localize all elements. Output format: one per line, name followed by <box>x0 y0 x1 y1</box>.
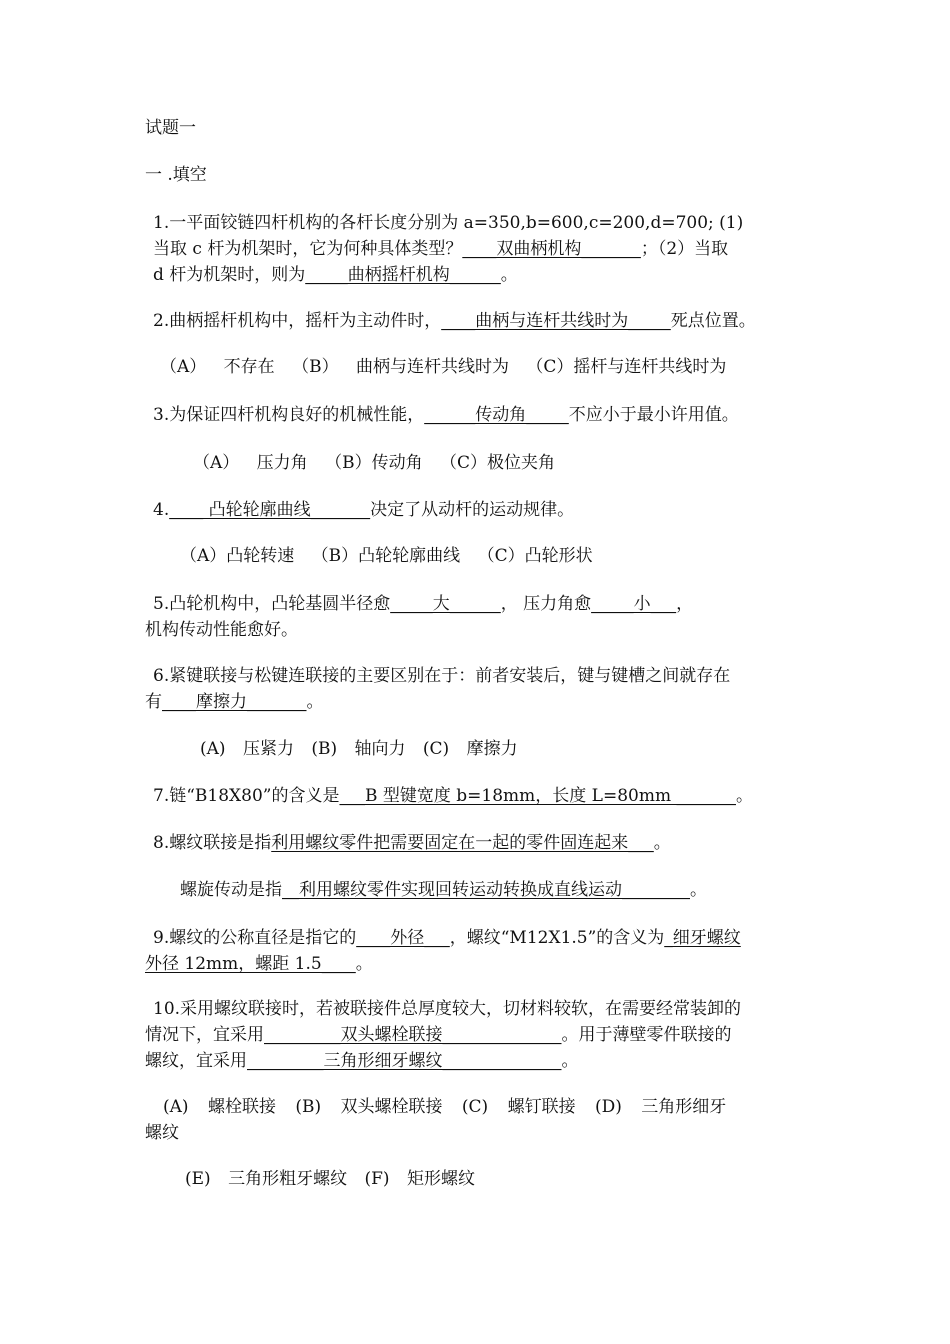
q5-text: 5.凸轮机构中，凸轮基圆半径愈 <box>153 594 391 614</box>
q2-line <box>153 308 756 334</box>
q6-line1: 6.紧键联接与松键连联接的主要区别在于：前者安装后，键与键槽之间就存在 <box>153 666 731 686</box>
q3-line <box>153 402 739 428</box>
q5-line2: 机构传动性能愈好。 <box>145 620 298 640</box>
q1-answer-1: ____双曲柄机构_______ <box>462 239 641 259</box>
q7-text-b: 。 <box>735 786 753 806</box>
doc-title: 试题一 <box>145 118 196 138</box>
q3-text: 3.为保证四杆机构良好的机械性能， <box>153 405 425 425</box>
q5-text-b: ， 压力角愈 <box>500 594 592 614</box>
q5-answer-1: _____大______ <box>390 594 501 614</box>
q9-text: 9.螺纹的公称直径是指它的 <box>153 928 357 948</box>
q4-options: （A）凸轮转速 （B）凸轮轮廓曲线 （C）凸轮形状 <box>180 546 593 566</box>
q10-answer-1: _________双头螺栓联接______________ <box>264 1025 562 1045</box>
q1-text-d: 。 <box>500 265 518 285</box>
q1-answer-2: _____曲柄摇杆机构______ <box>305 265 501 285</box>
q5-answer-2: _____小___ <box>591 594 677 614</box>
q3-options: （A） 压力角 （B）传动角 （C）极位夹角 <box>193 453 555 473</box>
q8-text-d: 。 <box>690 880 707 900</box>
q6-options: (A) 压紧力 (B) 轴向力 (C) 摩擦力 <box>200 739 518 759</box>
q8-answer-2: __利用螺纹零件实现回转运动转换成直线运动________ <box>282 880 690 900</box>
q10-answer-2: _________三角形细牙螺纹______________ <box>247 1051 562 1071</box>
q9-answer-2a: _细牙螺纹 <box>664 928 741 948</box>
q9-text-c: 。 <box>355 954 373 974</box>
q8-line1 <box>153 830 671 856</box>
q5-text-c: ， <box>676 594 694 614</box>
q10-options-1: (A) 螺栓联接 (B) 双头螺栓联接 (C) 螺钉联接 (D) 三角形细牙 <box>163 1097 727 1117</box>
q9-answer-2b: 外径 12mm，螺距 1.5____ <box>145 954 356 974</box>
q4-line <box>153 497 574 523</box>
q9-answer-1: ____外径___ <box>356 928 450 948</box>
q10-line2 <box>145 1022 732 1048</box>
q10-text: 情况下，宜采用 <box>145 1025 264 1045</box>
q10-line3 <box>145 1048 579 1074</box>
q6-answer: ____摩擦力_______ <box>162 692 307 712</box>
q8-text-b: 。 <box>653 833 671 853</box>
q8-answer-1: 利用螺纹零件把需要固定在一起的零件固连起来___ <box>271 833 654 853</box>
q6-line2 <box>145 689 324 715</box>
q7-line <box>153 783 753 809</box>
q2-options: （A） 不存在 （B） 曲柄与连杆共线时为 （C）摇杆与连杆共线时为 <box>160 357 727 377</box>
q3-text-b: 不应小于最小许用值。 <box>568 405 739 425</box>
q1-line3 <box>153 262 518 288</box>
q1-text-c: d 杆为机架时，则为 <box>153 265 306 285</box>
q8-text: 8.螺纹联接是指 <box>153 833 272 853</box>
q2-text: 2.曲柄摇杆机构中，摇杆为主动件时， <box>153 311 442 331</box>
q4-answer: ____ 凸轮轮廓曲线_______ <box>169 500 371 520</box>
q9-line1 <box>153 925 741 951</box>
q10-text-b: 。用于薄壁零件联接的 <box>561 1025 732 1045</box>
q7-answer: ___B 型键宽度 b=18mm，长度 L=80mm _______ <box>339 786 736 806</box>
q1-line2 <box>153 236 728 262</box>
q10-options-2: (E) 三角形粗牙螺纹 (F) 矩形螺纹 <box>185 1169 475 1189</box>
q10-text-d: 。 <box>561 1051 579 1071</box>
q4-text-b: 决定了从动杆的运动规律。 <box>370 500 575 520</box>
q5-line1 <box>153 591 693 617</box>
q1-text: 当取 c 杆为机架时，它为何种具体类型？ <box>153 239 463 259</box>
q6-text-b: 。 <box>306 692 324 712</box>
q4-text: 4. <box>153 500 170 520</box>
q8-text-c: 螺旋传动是指 <box>180 880 282 900</box>
q9-line2 <box>145 951 373 977</box>
q7-text: 7.链“B18X80”的含义是 <box>153 786 340 806</box>
q10-text-c: 螺纹，宜采用 <box>145 1051 247 1071</box>
q1-text-b: ；（2）当取 <box>640 239 729 259</box>
q1-line1: 1.一平面铰链四杆机构的各杆长度分别为 a=350,b=600,c=200,d=700; (1) <box>153 213 744 233</box>
q8-line2 <box>180 877 707 903</box>
q6-text: 有 <box>145 692 162 712</box>
q10-line1: 10.采用螺纹联接时，若被联接件总厚度较大，切材料较软，在需要经常装卸的 <box>153 999 742 1019</box>
q3-answer: ______传动角_____ <box>424 405 569 425</box>
q10-options-1-cont: 螺纹 <box>145 1123 179 1143</box>
section-heading: 一 .填空 <box>145 165 207 185</box>
q2-text-b: 死点位置。 <box>670 311 756 331</box>
q9-text-b: ，螺纹“M12X1.5”的含义为 <box>449 928 665 948</box>
q2-answer: ____曲柄与连杆共线时为_____ <box>441 311 671 331</box>
